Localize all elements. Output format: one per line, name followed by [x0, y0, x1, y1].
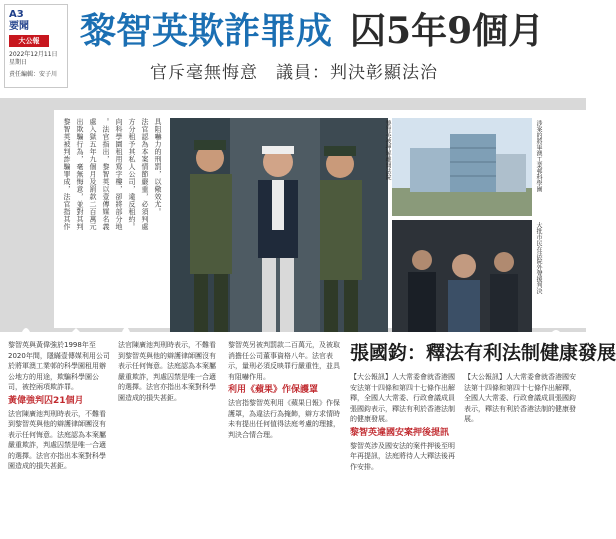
right-article-title: 張國鈞：釋法有利法制健康發展: [350, 342, 616, 364]
main-photo-caption: 黎智英被押解離開法院: [384, 120, 391, 180]
headline-part1: 黎智英欺詐罪成: [80, 10, 333, 52]
right-article-body-tail: 黎智英涉及國安法的案件押後至明年再提訊，法庭將待人大釋法後再作安排。: [350, 441, 455, 471]
main-photo-illustration: [170, 118, 388, 332]
article-subhead-shield: 利用《蘋果》作保護罩: [228, 385, 319, 395]
article-intro: 黎智英與黃偉強於1998年至2020年間，隱瞞壹傳媒利用公司於將軍澳工業邨的科學園租用辦公地方的用途，欺騙科學園公司，被控兩項欺詐罪。: [8, 341, 110, 391]
masthead: [4, 4, 68, 88]
vertical-text-line: 出欺騙行為，毫無悔意，並對其判: [76, 118, 84, 231]
section-title: 要聞: [9, 21, 29, 32]
vertical-text-column: [62, 118, 162, 318]
date-text: 2022年12月11日: [9, 51, 58, 58]
sub-headline: 官斥毫無悔意 議員：判決彰顯法治: [150, 63, 438, 83]
issue-date: [9, 51, 58, 67]
vertical-text-line: 具阻嚇力的刑罰，以儆效尤。: [154, 118, 162, 216]
right-article-body-2: 【大公報訊】人大常委會就香港國安法第十四條和第四十七條作出解釋，全國人大常委、行政會議成員張國鈞表示，釋法有利於香港法制的健康發展。: [464, 373, 576, 423]
article-column-second: [118, 340, 222, 535]
weekday-text: 星期日: [9, 59, 28, 66]
vertical-text-line: 向科學園租用寫字樓，卻將部分地: [115, 118, 123, 231]
right-article-subhead: 黎智英違國安案押後提訊: [350, 427, 450, 438]
editor-credit: 責任編輯：安子川: [9, 71, 58, 78]
vertical-text-line: 法官認為本案情節嚴重，必須判處: [141, 118, 149, 231]
crowd-photo-caption: 大批市民在法院外聲援判決: [535, 222, 542, 294]
article-body-middle-2: 法官指黎智英利用《蘋果日報》作保護罩，為違法行為掩飾，辯方求情時未有提出任何值得法庭考慮的理據，判決合情合理。: [228, 399, 340, 439]
main-headline: [80, 6, 580, 56]
article-body: 法官陳廣池判刑時表示，不難看到黎智英與他的辯護律師團沒有表示任何悔意。法庭認為本案屬嚴重欺詐，判處囚禁是唯一合適的選擇。法官亦指出本案對科學園造成的損失甚鉅。: [8, 409, 106, 470]
article-body-continued: 法官陳廣池判刑時表示，不難看到黎智英與他的辯護律師團沒有表示任何悔意。法庭認為本案屬嚴重欺詐，判處囚禁是唯一合適的選擇。法官亦指出本案對科學園造成的損失甚鉅。: [118, 341, 216, 402]
right-article-column-2: [464, 372, 576, 534]
crowd-photo: [392, 220, 532, 332]
article-subhead-sentence: 黃偉強判囚21個月: [8, 395, 84, 406]
vertical-text-line: 處入獄五年九個月及罰款二百萬元: [89, 118, 97, 231]
headline-part2: 囚5年9個月: [350, 10, 545, 52]
right-article-body: 【大公報訊】人大常委會就香港國安法第十四條和第四十七條作出解釋，全國人大常委、行政會議成員張國鈞表示，釋法有利於香港法制的健康發展。: [350, 373, 455, 423]
section-label: [9, 9, 29, 33]
right-article-column-1: [350, 372, 458, 534]
main-photo: [170, 118, 388, 332]
vertical-text-line: 方分租予其私人公司，違反租約。: [128, 118, 136, 231]
section-number: A3: [9, 9, 24, 20]
vertical-text-line: 黎智英被判詐騙罪成，法官指其作: [63, 118, 71, 231]
building-photo-illustration: [392, 118, 532, 216]
vertical-text-line: 。法官指出，黎智英以壹傳媒名義: [102, 118, 110, 231]
paper-logo: 大公報: [9, 35, 49, 47]
crowd-photo-illustration: [392, 220, 532, 332]
building-photo: [392, 118, 532, 216]
article-column-left: [8, 340, 112, 535]
building-photo-caption: 涉案的將軍澳工業邨科學園: [535, 120, 542, 192]
article-column-middle: [228, 340, 340, 535]
article-body-middle: 黎智英另被判罰款二百萬元，及被取消擔任公司董事資格八年。法官表示，量刑必須反映罪行嚴重性，並具有阻嚇作用。: [228, 341, 340, 381]
